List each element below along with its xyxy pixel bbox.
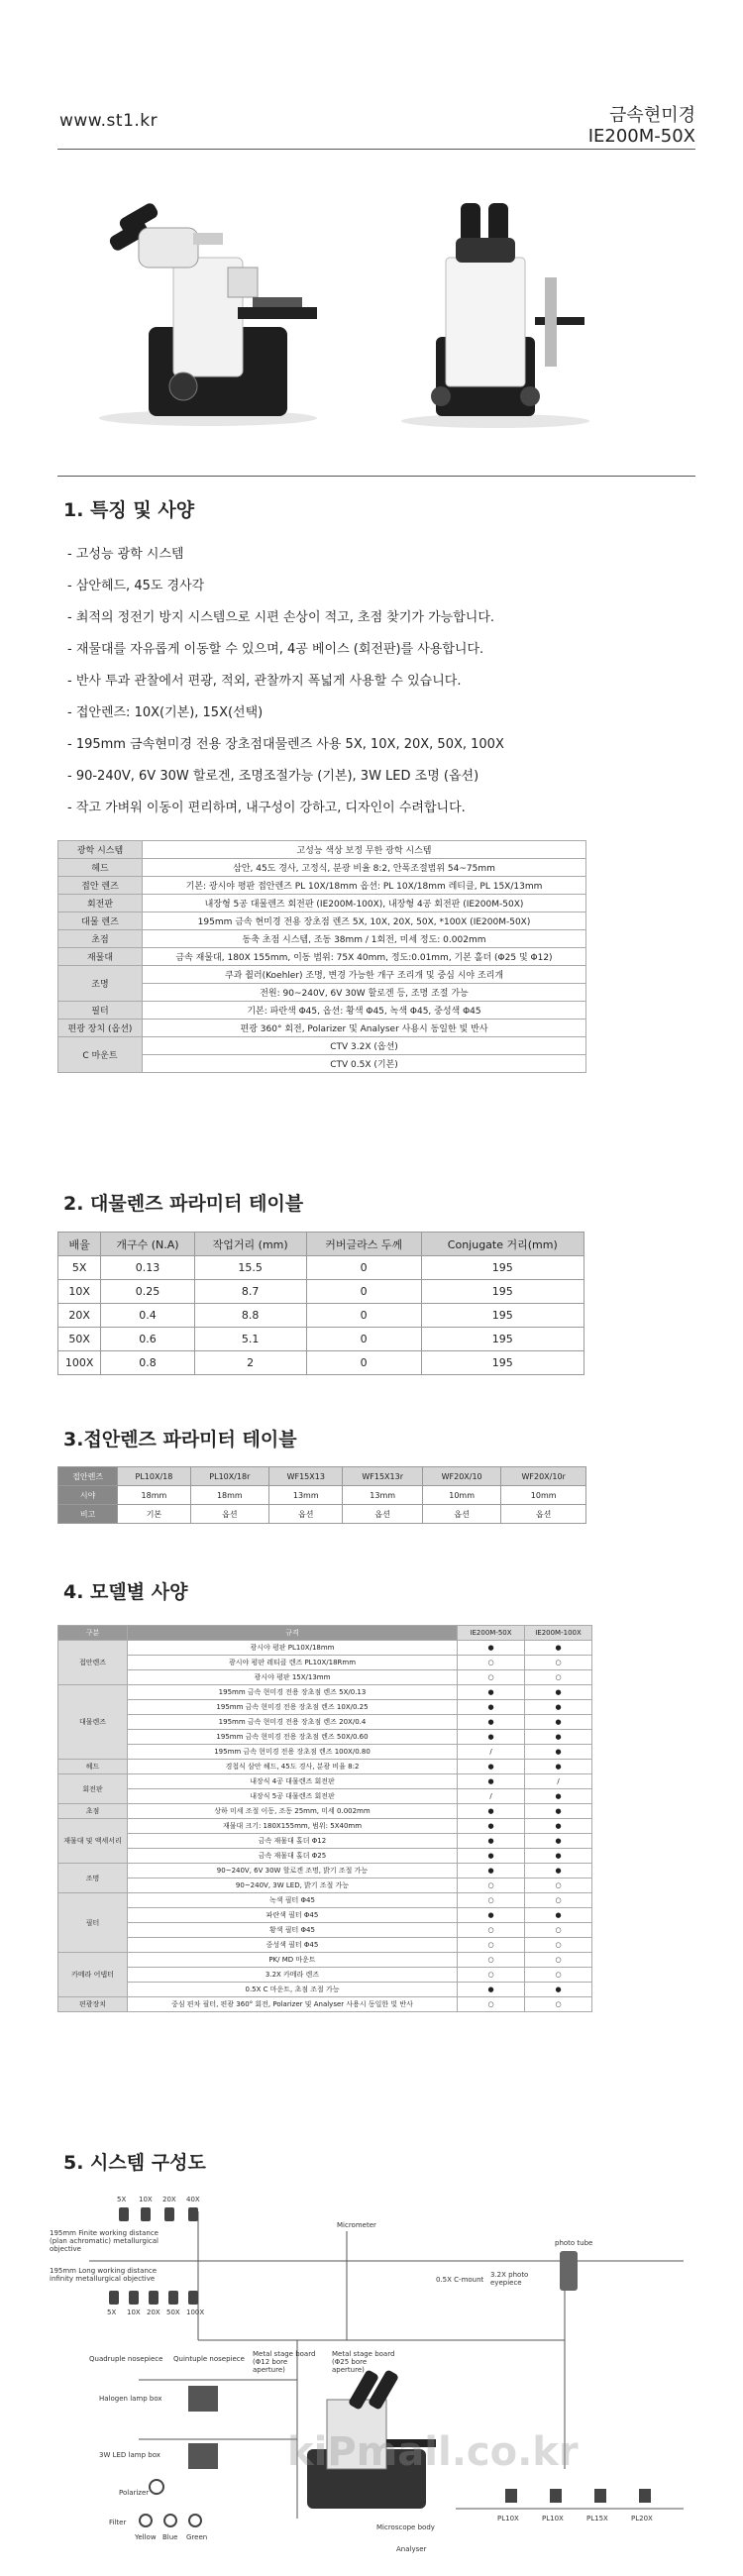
column-header: 개구수 (N.A) [101,1233,194,1256]
table-row [58,1280,584,1304]
eyepiece-label: PL10X [542,2515,564,2522]
section5-title: 5. 시스템 구성도 [63,2152,206,2174]
objective-table [57,1232,584,1375]
table-row [58,1997,592,2012]
table-row [58,1037,586,1055]
table-row [58,1893,592,1908]
cell: 기본 [118,1505,190,1524]
system-diagram [50,2192,693,2558]
availability-symbol: ○ [458,1923,525,1938]
availability-symbol: ○ [525,1997,592,2012]
table-row [58,1923,592,1938]
group-label: 조명 [58,1864,128,1893]
filter-color-label: Blue [162,2533,178,2541]
spec-item: PK/ MD 마운트 [128,1953,458,1968]
table-row [58,1670,592,1685]
feature-item: - 최적의 정전기 방지 시스템으로 시편 손상이 적고, 초점 찾기가 가능합니다. [67,610,495,625]
availability-symbol: ○ [458,1938,525,1953]
cell: 0.8 [101,1351,194,1375]
table-row [58,895,586,912]
cell: 195 [421,1256,584,1280]
spec-key: 광학 시스템 [58,841,143,859]
cell: 10mm [501,1486,586,1505]
group-label: 카메라 어댑터 [58,1953,128,1997]
spec-item: 파란색 필터 Φ45 [128,1908,458,1923]
availability-symbol: ● [525,1908,592,1923]
table-row [58,859,586,877]
spec-item: 3.2X 카메라 렌즈 [128,1968,458,1983]
column-header: 구분 [58,1626,128,1641]
stage-board-12-label: Metal stage board (Φ12 bore aperture) [253,2350,316,2374]
cell: 0 [306,1256,421,1280]
availability-symbol: ● [525,1789,592,1804]
column-header: 배율 [58,1233,101,1256]
column-header: IE200M-100X [525,1626,592,1641]
filter-color-label: Yellow [135,2533,157,2541]
cell: 195 [421,1351,584,1375]
column-header: IE200M-50X [458,1626,525,1641]
section1-title: 1. 특징 및 사양 [63,499,195,521]
cell: 옵션 [190,1505,269,1524]
filter-label: Filter [109,2519,127,2526]
objective-lens-icon [149,2291,159,2305]
watermark: kiPmall.co.kr [287,2429,579,2475]
eyepiece-icon [639,2489,651,2503]
spec-key: 대물 렌즈 [58,912,143,930]
availability-symbol: ● [458,1908,525,1923]
availability-symbol: ○ [458,1953,525,1968]
eyepiece-label: PL20X [631,2515,653,2522]
table-row [58,1685,592,1700]
table-row [58,1328,584,1351]
feature-item: - 고성능 광학 시스템 [67,547,184,562]
availability-symbol: ● [525,1745,592,1760]
cell: 0 [306,1304,421,1328]
eyepiece-icon [550,2489,562,2503]
eyepiece-icon [594,2489,606,2503]
table-row [58,1002,586,1020]
availability-symbol: ○ [525,1893,592,1908]
eyepiece-table [57,1466,586,1524]
cell: 195 [421,1304,584,1328]
table-row [58,1878,592,1893]
availability-symbol: ○ [525,1878,592,1893]
spec-value: 금속 재물대, 180X 155mm, 이동 범위: 75X 40mm, 정도:0.01mm, 기본 홀더 (Φ25 및 Φ12) [143,948,586,966]
table-row [58,1700,592,1715]
column-header: 접안렌즈 [58,1467,118,1486]
availability-symbol: ○ [525,1656,592,1670]
availability-symbol: ○ [525,1923,592,1938]
availability-symbol: ● [458,1774,525,1789]
objective-lens-icon [168,2291,178,2305]
availability-symbol: ● [525,1849,592,1864]
cell: 100X [58,1351,101,1375]
cell: 옵션 [501,1505,586,1524]
spec-key: 필터 [58,1002,143,1020]
spec-item: 중성색 필터 Φ45 [128,1938,458,1953]
availability-symbol: ○ [458,1997,525,2012]
spec-value: CTV 3.2X (옵션) [143,1037,586,1055]
table-row [58,912,586,930]
eyepiece-icon [505,2489,517,2503]
availability-symbol: ● [458,1730,525,1745]
photo-tube-label: photo tube [555,2239,593,2247]
feature-item: - 작고 가벼워 이동이 편리하며, 내구성이 강하고, 디자인이 수려합니다. [67,801,466,815]
table-row [58,1938,592,1953]
feature-item: - 195mm 금속현미경 전용 장초점대물렌즈 사용 5X, 10X, 20X, 50X, 100X [67,737,504,752]
table-header-row [58,1626,592,1641]
availability-symbol: ● [458,1715,525,1730]
group-label: 필터 [58,1893,128,1953]
table-row [58,1256,584,1280]
row-header: 시야 [58,1486,118,1505]
spec-key: 헤드 [58,859,143,877]
table-row [58,1804,592,1819]
spec-item: 녹색 필터 Φ45 [128,1893,458,1908]
column-header: WF15X13r [343,1467,423,1486]
spec-item: 광시야 평판 15X/13mm [128,1670,458,1685]
availability-symbol: ○ [525,1953,592,1968]
spec-value: 전원: 90~240V, 6V 30W 할로겐 등, 조명 조절 가능 [143,984,586,1002]
spec-item: 황색 필터 Φ45 [128,1923,458,1938]
availability-symbol: ● [458,1819,525,1834]
availability-symbol: / [525,1774,592,1789]
cell: 0.25 [101,1280,194,1304]
group-label: 초점 [58,1804,128,1819]
availability-symbol: ● [458,1864,525,1878]
table-row [58,1486,586,1505]
group-label: 대물렌즈 [58,1685,128,1760]
product-heading [588,105,695,147]
cell: 195 [421,1280,584,1304]
quadruple-nosepiece-label: Quadruple nosepiece [89,2355,163,2363]
spec-value: 동축 초점 시스템, 조동 38mm / 1회전, 미세 정도: 0.002mm [143,930,586,948]
cell: 2 [194,1351,306,1375]
spec-value: 쿠과 췰러(Koehler) 조명, 변경 가능한 개구 조리개 및 중심 시야 조리개 [143,966,586,984]
mag-label: 10X [127,2308,141,2316]
micrometer-label: Micrometer [337,2221,376,2229]
product-model: IE200M-50X [587,126,695,147]
table-row [58,1789,592,1804]
availability-symbol: ● [458,1834,525,1849]
column-header: Conjugate 거리(mm) [421,1233,584,1256]
feature-item: - 접안렌즈: 10X(기본), 15X(선택) [67,705,264,720]
spec-item: 금속 재물대 홀더 Φ12 [128,1834,458,1849]
cell: 18mm [118,1486,190,1505]
cell: 50X [58,1328,101,1351]
table-row [58,1020,586,1037]
objective-lens-icon [164,2207,174,2221]
mag-label: 20X [147,2308,160,2316]
objective-lens-icon [119,2207,129,2221]
spec-key: 초점 [58,930,143,948]
table-row [58,1730,592,1745]
spec-item: 경첩식 삼안 헤드, 45도 경사, 분광 비율 8:2 [128,1760,458,1774]
objective-label-finite: 195mm Finite working distance (plan achromatic) metallurgical objective [50,2229,159,2253]
filter-icon [163,2514,177,2527]
analyser-label: Analyser [396,2545,427,2553]
mag-label: 20X [162,2196,176,2203]
spec-item: 금속 재물대 홀더 Φ25 [128,1849,458,1864]
availability-symbol: ● [525,1983,592,1997]
cell: 옵션 [269,1505,343,1524]
spec-item: 내장식 5공 대물렌즈 회전판 [128,1789,458,1804]
spec-item: 중심 편차 필터, 편광 360° 회전, Polarizer 및 Analyser 사용시 동일한 빛 반사 [128,1997,458,2012]
spec-key: 회전판 [58,895,143,912]
table-row [58,948,586,966]
availability-symbol: ● [458,1685,525,1700]
microscope-body-label: Microscope body [376,2523,435,2531]
table-row [58,1953,592,1968]
availability-symbol: ● [458,1760,525,1774]
table-row [58,1715,592,1730]
table-row [58,1351,584,1375]
spec-item: 내장식 4공 대물렌즈 회전판 [128,1774,458,1789]
led-lamp-label: 3W LED lamp box [99,2451,160,2459]
eyepiece-label: PL10X [497,2515,519,2522]
filter-icon [188,2514,202,2527]
group-label: 접안렌즈 [58,1641,128,1685]
availability-symbol: ○ [525,1938,592,1953]
cell: 옵션 [343,1505,423,1524]
cell: 18mm [190,1486,269,1505]
spec-value: 내장형 5공 대물렌즈 회전판 (IE200M-100X), 내장형 4공 회전판 (IE200M-50X) [143,895,586,912]
objective-lens-icon [129,2291,139,2305]
header-divider [57,149,695,150]
mag-label: 5X [107,2308,117,2316]
mag-label: 10X [139,2196,153,2203]
feature-item: - 재물대를 자유롭게 이동할 수 있으며, 4공 베이스 (회전판)를 사용합니다. [67,642,484,657]
c-mount-label: 0.5X C-mount [436,2276,484,2284]
group-label: 편광장치 [58,1997,128,2012]
spec-table [57,840,586,1073]
mag-label: 5X [117,2196,127,2203]
table-row [58,1819,592,1834]
availability-symbol: ● [525,1864,592,1878]
spec-item: 195mm 금속 현미경 전용 장초점 렌즈 100X/0.80 [128,1745,458,1760]
group-label: 회전판 [58,1774,128,1804]
column-header: WF20X/10 [422,1467,500,1486]
availability-symbol: ● [525,1834,592,1849]
cell: 10mm [422,1486,500,1505]
table-row [58,841,586,859]
cell: 0.4 [101,1304,194,1328]
spec-key: 재물대 [58,948,143,966]
cell: 8.8 [194,1304,306,1328]
availability-symbol: ○ [525,1968,592,1983]
table-row [58,1834,592,1849]
cell: 0.13 [101,1256,194,1280]
table-row [58,1774,592,1789]
table-row [58,966,586,984]
microscope-photo-angle [79,188,337,436]
product-category: 금속현미경 [609,105,695,126]
spec-value: 편광 360° 회전, Polarizer 및 Analyser 사용시 동일한 빛 반사 [143,1020,586,1037]
table-row [58,1656,592,1670]
availability-symbol: / [458,1789,525,1804]
cell: 10X [58,1280,101,1304]
column-header: 규격 [128,1626,458,1641]
stage-board-25-label: Metal stage board (Φ25 bore aperture) [332,2350,395,2374]
feature-item: - 삼안헤드, 45도 경사각 [67,579,205,593]
availability-symbol: ○ [458,1893,525,1908]
mag-label: 50X [166,2308,180,2316]
eyepiece-label: PL15X [586,2515,608,2522]
mag-label: 100X [186,2308,205,2316]
spec-item: 90~240V, 3W LED, 밝기 조절 가능 [128,1878,458,1893]
objective-lens-icon [188,2207,198,2221]
photo-tube-icon [560,2251,578,2291]
column-header: 작업거리 (mm) [194,1233,306,1256]
availability-symbol: ● [525,1760,592,1774]
spec-value: 기본: 파란색 Φ45, 옵션: 황색 Φ45, 녹색 Φ45, 중성색 Φ45 [143,1002,586,1020]
availability-symbol: ● [525,1685,592,1700]
column-header: WF15X13 [269,1467,343,1486]
column-header: WF20X/10r [501,1467,586,1486]
cell: 옵션 [422,1505,500,1524]
availability-symbol: ● [525,1804,592,1819]
table-row [58,1983,592,1997]
availability-symbol: ○ [458,1670,525,1685]
table-row [58,877,586,895]
section4-title: 4. 모델별 사양 [63,1581,188,1603]
column-header: PL10X/18r [190,1467,269,1486]
availability-symbol: ● [458,1804,525,1819]
table-row [58,1505,586,1524]
spec-value: 고성능 색상 보정 무한 광학 시스템 [143,841,586,859]
spec-item: 광시야 평판 레티클 렌즈 PL10X/18Rmm [128,1656,458,1670]
objective-label-infinity: 195mm Long working distance infinity metallurgical objective [50,2267,158,2283]
cell: 13mm [343,1486,423,1505]
availability-symbol: ● [458,1849,525,1864]
cell: 0.6 [101,1328,194,1351]
availability-symbol: ● [525,1641,592,1656]
polarizer-icon [149,2479,164,2495]
table-row [58,1760,592,1774]
spec-key: C 마운트 [58,1037,143,1073]
availability-symbol: ● [525,1730,592,1745]
objective-lens-icon [188,2291,198,2305]
availability-symbol: ● [525,1715,592,1730]
cell: 5X [58,1256,101,1280]
feature-item: - 90-240V, 6V 30W 할로겐, 조명조절가능 (기본), 3W LED 조명 (옵션) [67,769,479,784]
cell: 0 [306,1328,421,1351]
availability-symbol: ● [458,1641,525,1656]
column-header: PL10X/18 [118,1467,190,1486]
availability-symbol: ● [525,1819,592,1834]
spec-item: 195mm 금속 현미경 전용 장초점 렌즈 50X/0.60 [128,1730,458,1745]
spec-value: 195mm 금속 현미경 전용 장초점 렌즈 5X, 10X, 20X, 50X, *100X (IE200M-50X) [143,912,586,930]
table-row [58,1908,592,1923]
filter-icon [139,2514,153,2527]
availability-symbol: ○ [525,1670,592,1685]
cell: 20X [58,1304,101,1328]
table-row [58,1849,592,1864]
spec-item: 90~240V, 6V 30W 할로겐 조명, 밝기 조절 가능 [128,1864,458,1878]
spec-item: 195mm 금속 현미경 전용 장초점 렌즈 20X/0.4 [128,1715,458,1730]
table-row [58,1641,592,1656]
availability-symbol: ● [458,1983,525,1997]
table-row [58,1745,592,1760]
halogen-lamp-icon [188,2386,218,2412]
availability-symbol: ○ [458,1968,525,1983]
section2-title: 2. 대물렌즈 파라미터 테이블 [63,1193,304,1215]
site-url[interactable]: www.st1.kr [59,111,159,131]
spec-item: 195mm 금속 현미경 전용 장초점 렌즈 10X/0.25 [128,1700,458,1715]
cell: 0 [306,1280,421,1304]
table-header-row [58,1233,584,1256]
spec-value: 삼안, 45도 경사, 고정식, 분광 비율 8:2, 안폭조절범위 54~75mm [143,859,586,877]
led-lamp-icon [188,2443,218,2469]
cell: 0 [306,1351,421,1375]
mag-label: 40X [186,2196,200,2203]
objective-lens-icon [141,2207,151,2221]
cell: 195 [421,1328,584,1351]
spec-value: CTV 0.5X (기본) [143,1055,586,1073]
spec-item: 195mm 금속 현미경 전용 장초점 렌즈 5X/0.13 [128,1685,458,1700]
table-row [58,1968,592,1983]
model-spec-body [58,1641,592,2012]
availability-symbol: ● [525,1700,592,1715]
spec-item: 재물대 크기: 180X155mm, 범위: 5X40mm [128,1819,458,1834]
cell: 5.1 [194,1328,306,1351]
spec-item: 0.5X C 마운트, 초점 조절 가능 [128,1983,458,1997]
section1-divider [57,476,695,477]
availability-symbol: ● [458,1700,525,1715]
spec-key: 접안 렌즈 [58,877,143,895]
column-header: 커버글라스 두께 [306,1233,421,1256]
table-row [58,930,586,948]
spec-value: 기본: 광시야 평판 접안렌즈 PL 10X/18mm 옵션: PL 10X/18mm 레티클, PL 15X/13mm [143,877,586,895]
group-label: 헤드 [58,1760,128,1774]
group-label: 재물대 및 액세서리 [58,1819,128,1864]
spec-item: 상하 미세 조절 이동, 조동 25mm, 미세 0.002mm [128,1804,458,1819]
availability-symbol: / [458,1745,525,1760]
feature-item: - 반사 투과 관찰에서 편광, 적외, 관찰까지 폭넓게 사용할 수 있습니다. [67,674,462,689]
spec-key: 조명 [58,966,143,1002]
table-row [58,1304,584,1328]
polarizer-label: Polarizer [119,2489,150,2497]
model-spec-table [57,1625,592,2012]
cell: 15.5 [194,1256,306,1280]
availability-symbol: ○ [458,1878,525,1893]
objective-lens-icon [109,2291,119,2305]
row-header: 비고 [58,1505,118,1524]
quintuple-nosepiece-label: Quintuple nosepiece [173,2355,245,2363]
availability-symbol: ○ [458,1656,525,1670]
table-header-row [58,1467,586,1486]
cell: 13mm [269,1486,343,1505]
microscope-photo-front [386,188,604,436]
table-row [58,1864,592,1878]
photo-eyepiece-label: 3.2X photo eyepiece [490,2271,529,2287]
halogen-lamp-label: Halogen lamp box [99,2395,162,2403]
section3-title: 3.접안렌즈 파라미터 테이블 [63,1429,297,1450]
spec-item: 광시야 평판 PL10X/18mm [128,1641,458,1656]
spec-key: 편광 장치 (옵션) [58,1020,143,1037]
filter-color-label: Green [186,2533,208,2541]
cell: 8.7 [194,1280,306,1304]
